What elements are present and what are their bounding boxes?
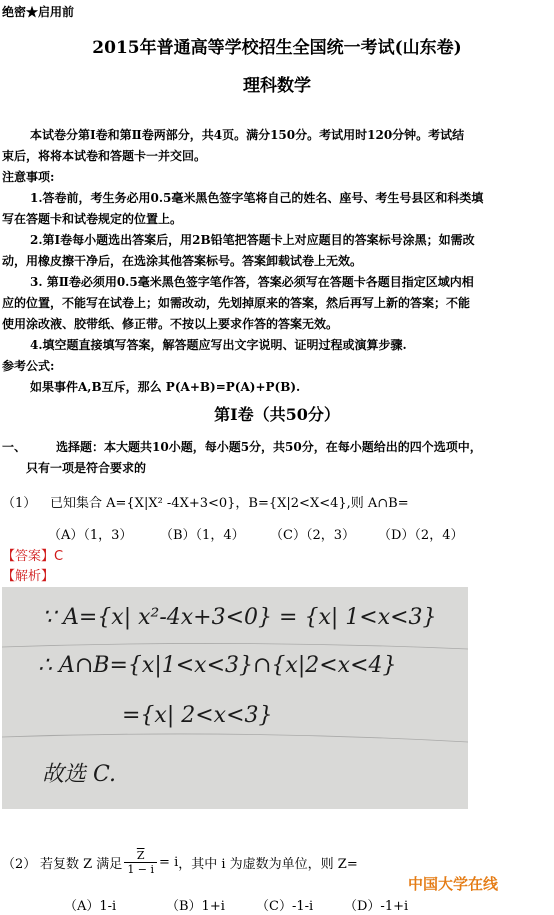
- handwriting-line-3: ={x| 2<x<3}: [122, 703, 273, 728]
- q2-stem-post: ，其中 i 为虚数为单位，则 Z=: [178, 856, 358, 872]
- intro-line-1: 本试卷分第Ⅰ卷和第Ⅱ卷两部分，共4页。满分150分。考试用时120分钟。考试结: [30, 128, 465, 142]
- notes-title: 注意事项:: [2, 170, 55, 184]
- q2-option-c: （C）-1-i: [256, 899, 314, 914]
- q2-fraction-numerator: $\overline{Z}$: [124, 849, 157, 863]
- analysis-label: 【解析】: [2, 569, 55, 584]
- exam-subject: 理科数学: [243, 76, 311, 96]
- handwriting-line-1: ∵ A={x| x²-4x+3<0} = {x| 1<x<3}: [42, 605, 437, 630]
- handwriting-line-4: 故选 C.: [42, 762, 117, 787]
- q2-stem-pre: 若复数 Z 满足: [40, 856, 123, 872]
- note-2a: 2.第Ⅰ卷每小题选出答案后，用2B铅笔把答题卡上对应题目的答案标号涂黑；如需改: [30, 233, 475, 247]
- q2-stem: [40, 844, 358, 880]
- formula-title: 参考公式:: [2, 359, 55, 373]
- note-3c: 使用涂改液、胶带纸、修正带。不按以上要求作答的答案无效。: [2, 317, 339, 331]
- q2-fraction-denominator: 1 − i: [127, 862, 155, 876]
- q2-fraction: [124, 849, 157, 876]
- note-3b: 应的位置，不能写在试卷上；如需改动，先划掉原来的答案，然后再写上新的答案；不能: [2, 296, 471, 310]
- answer-label: 【答案】: [2, 549, 55, 564]
- note-4: 4.填空题直接填写答案，解答题应写出文字说明、证明过程或演算步骤.: [30, 338, 407, 352]
- handwriting-line-2: ∴ A∩B={x|1<x<3}∩{x|2<x<4}: [38, 653, 397, 678]
- q2-option-b: （B）1+i: [166, 899, 225, 914]
- note-1a: 1.答卷前，考生务必用0.5毫米黑色签字笔将自己的姓名、座号、考生号县区和科类填: [30, 191, 484, 205]
- q2-option-a: （A）1-i: [64, 899, 117, 914]
- note-3a: 3. 第Ⅱ卷必须用0.5毫米黑色签字笔作答，答案必须写在答题卡各题目指定区域内相: [30, 275, 474, 289]
- q1-option-a: （A）（1，3）: [48, 528, 133, 543]
- q2-stem-eq: = i: [159, 854, 179, 870]
- q1-option-b: （B）（1，4）: [160, 528, 245, 543]
- note-2b: 动，用橡皮擦干净后，在选涂其他答案标号。答案卸载试卷上无效。: [2, 254, 363, 268]
- exam-title: 2015年普通高等学校招生全国统一考试(山东卷): [92, 38, 462, 58]
- watermark-logo: 中国大学在线: [408, 875, 499, 893]
- q1-number: （1）: [2, 496, 37, 511]
- section-desc-1: 选择题：本大题共10小题，每小题5分，共50分，在每小题给出的四个选项中，: [56, 440, 482, 454]
- q2-number: （2）: [2, 857, 37, 872]
- q2-option-d: （D）-1+i: [344, 899, 409, 914]
- q1-option-c: （C）（2，3）: [270, 528, 355, 543]
- q1-answer-row: [2, 545, 63, 564]
- q1-stem: 已知集合 A={X|X² -4X+3<0}，B={X|2<X<4},则 A∩B=: [50, 496, 409, 511]
- intro-line-2: 束后，将将本试卷和答题卡一并交回。: [2, 149, 207, 163]
- confidential-label: 绝密★启用前: [2, 5, 75, 19]
- handwritten-solution-image: [2, 587, 468, 809]
- section-part-number: 一、: [2, 440, 27, 454]
- q1-option-d: （D）（2，4）: [378, 528, 464, 543]
- formula-text: 如果事件A,B互斥，那么 P(A+B)=P(A)+P(B).: [30, 380, 301, 394]
- answer-value: C: [54, 549, 64, 564]
- note-1b: 写在答题卡和试卷规定的位置上。: [2, 212, 183, 226]
- section-desc-2: 只有一项是符合要求的: [26, 461, 147, 475]
- section-title: 第Ⅰ卷（共50分）: [214, 405, 340, 424]
